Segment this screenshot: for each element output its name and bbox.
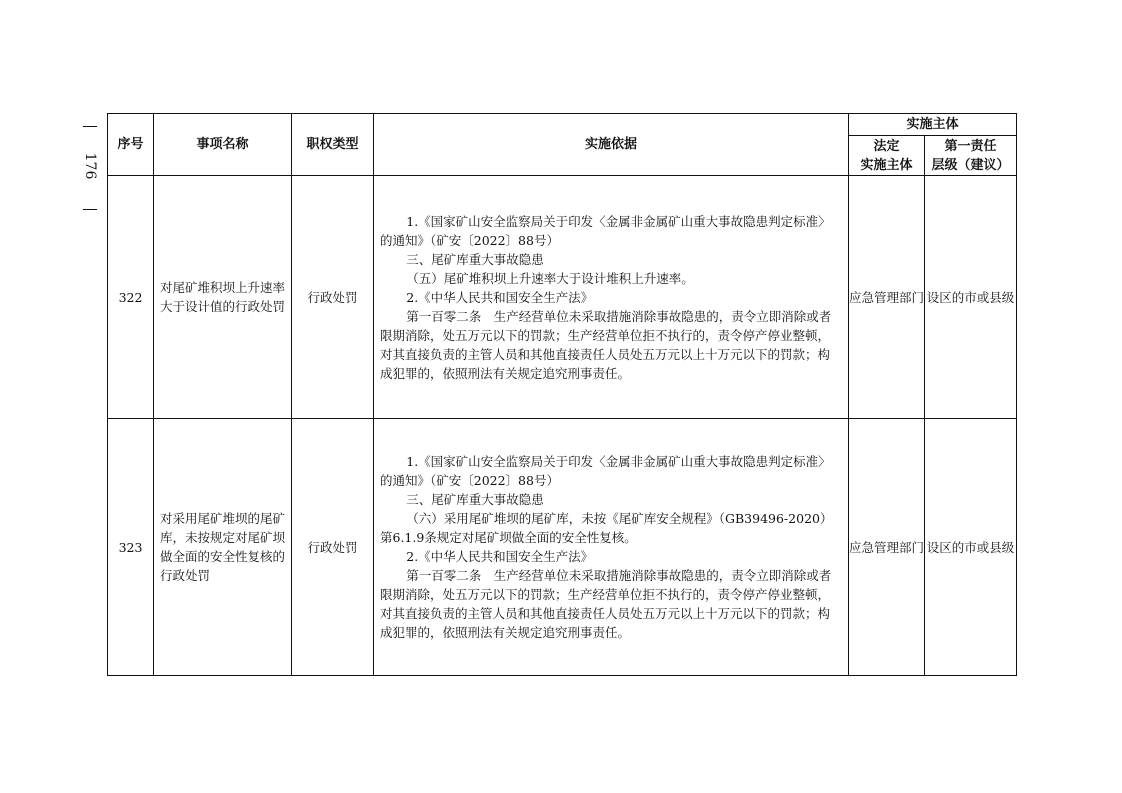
basis-line: 第一百零二条 生产经营单位未采取措施消除事故隐患的，责令立即消除或者限期消除，处五万元以下的罚款；生产经营单位拒不执行的，责令停产停业整顿，对其直接负责的主管人员和其他直接责任人员处五万元以上十万元以下的罚款；构成犯罪的，依照刑法有关规定追究刑事责任。 <box>380 568 832 640</box>
table-row <box>108 419 1017 676</box>
header-first-resp <box>925 136 1017 176</box>
header-subject-group: 实施主体 <box>849 114 1017 136</box>
header-legal-subject-line2: 实施主体 <box>860 157 913 173</box>
row-legal-subject: 应急管理部门 <box>849 419 925 676</box>
basis-line: 2.《中华人民共和国安全生产法》 <box>406 289 594 305</box>
header-first-resp-line1: 第一责任 <box>944 138 997 154</box>
row-basis <box>374 176 849 419</box>
basis-line: 2.《中华人民共和国安全生产法》 <box>406 549 594 564</box>
basis-line: 三、尾矿库重大事故隐患 <box>406 251 544 267</box>
basis-line: 三、尾矿库重大事故隐患 <box>406 492 544 507</box>
row-first-resp: 设区的市或县级 <box>925 176 1017 419</box>
basis-line: 1.《国家矿山安全监察局关于印发〈金属非金属矿山重大事故隐患判定标准〉的通知》（矿安〔2022〕88号） <box>380 454 831 488</box>
page-number <box>80 120 100 215</box>
basis-line: （五）尾矿堆积坝上升速率大于设计堆积上升速率。 <box>406 270 694 286</box>
row-seq: 322 <box>108 176 154 419</box>
basis-line: 第一百零二条 生产经营单位未采取措施消除事故隐患的，责令立即消除或者限期消除，处五万元以下的罚款；生产经营单位拒不执行的，责令停产停业整顿，对其直接负责的主管人员和其他直接责任人员处五万元以上十万元以下的罚款；构成犯罪的，依照刑法有关规定追究刑事责任。 <box>380 308 832 381</box>
row-name: 对尾矿堆积坝上升速率大于设计值的行政处罚 <box>154 176 292 419</box>
header-type: 职权类型 <box>292 114 374 176</box>
row-type: 行政处罚 <box>292 419 374 676</box>
page-number-text: 176 <box>82 152 98 180</box>
header-legal-subject-line1: 法定 <box>873 138 900 154</box>
row-basis <box>374 419 849 676</box>
row-type: 行政处罚 <box>292 176 374 419</box>
page-number-dash-bottom <box>83 209 97 210</box>
row-legal-subject: 应急管理部门 <box>849 176 925 419</box>
page-number-dash-top <box>83 126 97 127</box>
row-seq: 323 <box>108 419 154 676</box>
table-row <box>108 176 1017 419</box>
header-first-resp-line2: 层级（建议） <box>931 157 1010 173</box>
header-basis: 实施依据 <box>374 114 849 176</box>
row-first-resp: 设区的市或县级 <box>925 419 1017 676</box>
basis-line: （六）采用尾矿堆坝的尾矿库，未按《尾矿库安全规程》（GB39496-2020）第6.1.9条规定对尾矿坝做全面的安全性复核。 <box>380 511 833 545</box>
row-name: 对采用尾矿堆坝的尾矿库，未按规定对尾矿坝做全面的安全性复核的行政处罚 <box>154 419 292 676</box>
basis-line: 1.《国家矿山安全监察局关于印发〈金属非金属矿山重大事故隐患判定标准〉的通知》（矿安〔2022〕88号） <box>380 213 831 248</box>
header-name: 事项名称 <box>154 114 292 176</box>
header-legal-subject <box>849 136 925 176</box>
header-seq: 序号 <box>108 114 154 176</box>
matters-table <box>107 113 1017 676</box>
